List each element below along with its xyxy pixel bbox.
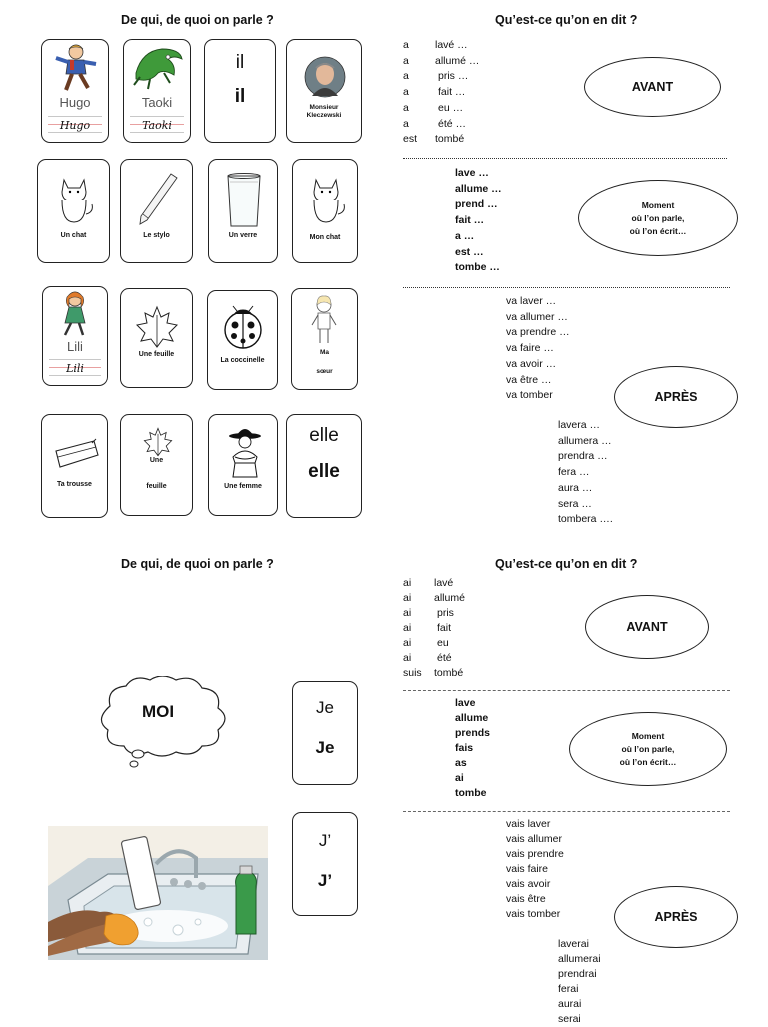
list-item: tombé xyxy=(434,667,464,679)
card-une-feuille xyxy=(120,288,193,388)
moment-line: où l’on parle, xyxy=(621,743,675,754)
top-futur-list xyxy=(558,418,613,528)
list-item: serai xyxy=(558,1013,581,1025)
list-item: ai xyxy=(455,772,464,784)
separator-line xyxy=(403,287,730,288)
list-item: pris xyxy=(437,607,454,619)
hugo-boy-icon xyxy=(52,42,100,94)
list-item: prendrai xyxy=(558,968,597,980)
separator-line xyxy=(403,690,730,691)
bottom-futur-list xyxy=(558,937,601,1027)
list-item: laverai xyxy=(558,938,589,950)
leaf-icon xyxy=(143,427,173,457)
list-item: lave xyxy=(455,697,476,709)
moment-line: Moment xyxy=(641,199,675,210)
top-avant-aux-list xyxy=(403,38,417,148)
card-lili xyxy=(42,286,108,386)
card-j xyxy=(292,812,358,916)
woman-icon xyxy=(225,427,265,479)
list-item: va tomber xyxy=(506,389,553,402)
list-item: fais xyxy=(455,742,474,754)
list-item: allume … xyxy=(455,182,502,195)
list-item: allumerai xyxy=(558,953,601,965)
list-item: a xyxy=(403,54,409,67)
card-taoki xyxy=(123,39,191,143)
list-item: vais avoir xyxy=(506,878,551,890)
il-plain: il xyxy=(235,52,245,73)
bottom-avant-aux-list xyxy=(403,576,422,681)
list-item: va prendre … xyxy=(506,326,570,339)
une-feuille-2-line1: Une xyxy=(149,457,164,464)
card-une-feuille-2 xyxy=(120,414,193,516)
bottom-moment-ellipse xyxy=(569,712,727,786)
list-item: tombe xyxy=(455,787,487,799)
ta-trousse-caption: Ta trousse xyxy=(57,481,92,488)
card-mon-chat xyxy=(292,159,358,263)
hugo-name: Hugo xyxy=(59,95,91,110)
list-item: pris … xyxy=(438,70,469,83)
list-item: fera … xyxy=(558,466,590,479)
un-chat-caption: Un chat xyxy=(60,232,87,239)
list-item: ai xyxy=(403,652,412,664)
list-item: lavera … xyxy=(558,419,601,431)
list-item: vais laver xyxy=(506,818,551,830)
list-item: tombé xyxy=(435,133,465,146)
je-plain: Je xyxy=(316,698,334,717)
top-present-list xyxy=(455,166,502,276)
taoki-name: Taoki xyxy=(141,95,173,110)
top-apres-ellipse xyxy=(614,366,738,428)
monsieur-line2: Kleczewski xyxy=(306,112,342,119)
separator-line xyxy=(403,811,730,812)
list-item: a xyxy=(403,86,409,99)
list-item: ai xyxy=(403,622,412,634)
writing-line xyxy=(48,116,102,117)
bottom-right-heading: Qu’est-ce qu’on en dit ? xyxy=(495,557,638,571)
card-il xyxy=(204,39,276,143)
card-hugo xyxy=(41,39,109,143)
list-item: lave … xyxy=(455,167,489,179)
list-item: a xyxy=(403,117,409,130)
list-item: fait … xyxy=(438,86,466,99)
cat-icon xyxy=(54,174,94,224)
list-item: tombe … xyxy=(455,261,500,274)
bottom-left-heading: De qui, de quoi on parle ? xyxy=(121,557,274,571)
card-je xyxy=(292,681,358,785)
taoki-dragon-icon xyxy=(130,43,186,91)
writing-line xyxy=(49,359,101,360)
writing-line xyxy=(49,375,101,376)
list-item: tombera …. xyxy=(558,513,613,526)
bottom-apres-proche-list xyxy=(506,817,564,922)
list-item: est xyxy=(403,133,418,146)
list-item: sera … xyxy=(558,497,592,510)
list-item: ai xyxy=(403,637,412,649)
list-item: eu … xyxy=(438,101,464,114)
list-item: va faire … xyxy=(506,342,554,355)
list-item: été xyxy=(437,652,452,664)
list-item: va laver … xyxy=(506,295,557,307)
list-item: va allumer … xyxy=(506,310,568,323)
card-monsieur xyxy=(286,39,362,143)
top-moment-ellipse xyxy=(578,180,738,256)
thought-bubble-icon xyxy=(88,676,238,772)
apres-label: APRÈS xyxy=(654,910,698,924)
la-coccinelle-caption: La coccinelle xyxy=(220,357,265,364)
bottom-apres-ellipse xyxy=(614,886,738,948)
card-une-femme xyxy=(208,414,278,516)
dishwashing-illustration-icon xyxy=(48,826,268,960)
list-item: lavé … xyxy=(435,39,468,51)
top-right-heading: Qu’est-ce qu’on en dit ? xyxy=(495,13,638,27)
card-le-stylo xyxy=(120,159,193,263)
le-stylo-caption: Le stylo xyxy=(143,232,170,239)
list-item: allumé xyxy=(434,592,465,604)
cat-icon xyxy=(306,174,346,224)
top-avant-verb-list xyxy=(435,38,479,148)
list-item: a xyxy=(403,70,409,83)
moment-line: où l’on écrit… xyxy=(629,225,687,236)
list-item: suis xyxy=(403,667,422,679)
list-item: été … xyxy=(438,117,467,130)
elle-plain: elle xyxy=(309,425,339,446)
bottom-avant-ellipse xyxy=(585,595,709,659)
moi-label: MOI xyxy=(141,702,175,721)
card-un-chat xyxy=(37,159,110,263)
ma-soeur-line2: sœur xyxy=(316,368,333,375)
writing-line xyxy=(130,116,184,117)
list-item: lavé xyxy=(434,577,454,589)
list-item: fait … xyxy=(455,214,485,227)
moment-line: où l’on écrit… xyxy=(619,756,677,767)
glass-icon xyxy=(226,172,262,228)
pen-icon xyxy=(135,170,181,226)
list-item: aura … xyxy=(558,481,593,494)
list-item: ai xyxy=(403,607,412,619)
writing-line xyxy=(130,132,184,133)
list-item: prends xyxy=(455,727,491,739)
avant-label: AVANT xyxy=(626,620,668,634)
list-item: allumé … xyxy=(435,54,480,67)
list-item: as xyxy=(455,757,467,769)
list-item: prendra … xyxy=(558,450,608,463)
card-la-coccinelle xyxy=(207,290,278,390)
separator-line xyxy=(403,158,727,159)
un-verre-caption: Un verre xyxy=(228,232,258,239)
list-item: ai xyxy=(403,577,412,589)
card-ma-soeur xyxy=(291,288,358,390)
list-item: a xyxy=(403,39,409,51)
top-avant-ellipse xyxy=(584,57,721,117)
une-feuille-2-line2: feuille xyxy=(146,483,167,490)
list-item: allumera … xyxy=(558,434,612,447)
list-item: fait xyxy=(437,622,452,634)
bottom-present-list xyxy=(455,696,490,801)
list-item: va avoir … xyxy=(506,357,557,370)
list-item: allume xyxy=(455,712,489,724)
j-plain: J’ xyxy=(318,831,332,850)
mon-chat-caption: Mon chat xyxy=(309,234,341,241)
list-item: vais être xyxy=(506,893,546,905)
avant-label: AVANT xyxy=(631,80,674,94)
card-ta-trousse xyxy=(41,414,108,518)
moment-line: où l’on parle, xyxy=(631,212,685,223)
leaf-icon xyxy=(135,305,179,349)
j-bold: J’ xyxy=(317,871,333,890)
list-item: vais prendre xyxy=(506,848,564,860)
card-un-verre xyxy=(208,159,278,263)
ma-soeur-line1: Ma xyxy=(319,349,330,356)
list-item: vais faire xyxy=(506,863,549,875)
list-item: prend … xyxy=(455,198,498,211)
list-item: a … xyxy=(455,229,475,242)
list-item: eu xyxy=(437,637,449,649)
lili-cursive: Lili xyxy=(66,362,84,375)
elle-bold: elle xyxy=(308,461,340,482)
je-bold: Je xyxy=(315,738,335,757)
pencil-case-icon xyxy=(52,437,100,473)
list-item: va être … xyxy=(506,373,552,386)
top-left-heading: De qui, de quoi on parle ? xyxy=(121,13,274,27)
moment-line: Moment xyxy=(631,730,665,741)
bottom-avant-verb-list xyxy=(434,576,465,681)
hugo-cursive: Hugo xyxy=(59,119,91,132)
lili-name: Lili xyxy=(67,339,83,354)
list-item: ferai xyxy=(558,983,579,995)
list-item: ai xyxy=(403,592,412,604)
list-item: aurai xyxy=(558,998,582,1010)
top-apres-proche-list xyxy=(506,294,570,404)
ladybug-icon xyxy=(220,305,266,351)
apres-label: APRÈS xyxy=(654,390,698,404)
card-elle xyxy=(286,414,362,518)
taoki-cursive: Taoki xyxy=(142,119,172,132)
une-feuille-caption: Une feuille xyxy=(138,351,175,358)
sister-girl-icon xyxy=(304,295,344,347)
writing-line xyxy=(48,132,102,133)
list-item: vais allumer xyxy=(506,833,563,845)
monsieur-line1: Monsieur xyxy=(309,104,339,111)
list-item: est … xyxy=(455,245,484,258)
list-item: a xyxy=(403,101,409,114)
portrait-photo-icon xyxy=(304,56,346,98)
lili-girl-icon xyxy=(55,289,97,339)
il-bold: il xyxy=(234,86,246,107)
une-femme-caption: Une femme xyxy=(224,483,262,490)
list-item: vais tomber xyxy=(506,908,561,920)
